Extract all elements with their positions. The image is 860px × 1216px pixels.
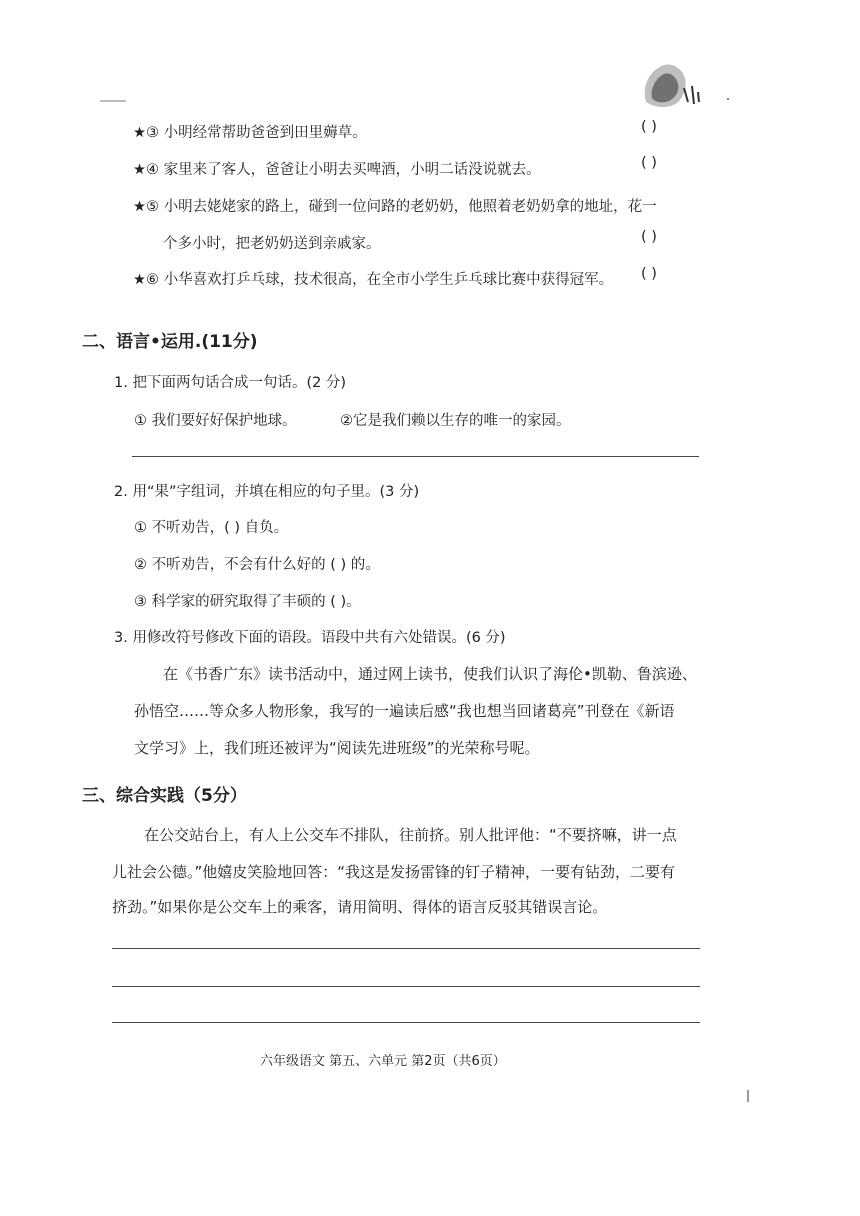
q3-prompt: 3. 用修改符号修改下面的语段。语段中共有六处错误。(6 分) xyxy=(114,630,506,646)
item-3-answer-blank[interactable]: ( ) xyxy=(641,119,657,135)
q3-paragraph-line-1: 在《书香广东》读书活动中，通过网上读书，使我们认识了海伦•凯勒、鲁滨逊、 xyxy=(163,665,697,683)
scan-speck xyxy=(100,100,126,102)
section-3-paragraph-line-1: 在公交站台上，有人上公交车不排队，往前挤。别人批评他：“不要挤嘛，讲一点 xyxy=(144,826,677,844)
q3-paragraph-line-2: 孙悟空……等众多人物形象，我写的一遍读后感“我也想当回诸葛亮”刊登在《新语 xyxy=(134,702,675,720)
section-3-answer-line-3[interactable] xyxy=(112,1022,700,1023)
q1-sentence-1: ① 我们要好好保护地球。 xyxy=(134,413,297,429)
q1-sentence-2: ②它是我们赖以生存的唯一的家园。 xyxy=(340,413,571,429)
item-5-text: ★⑤ 小明去姥姥家的路上，碰到一位问路的老奶奶，他照着老奶奶拿的地址，花一 xyxy=(133,199,657,215)
q3-paragraph-line-3: 文学习》上，我们班还被评为“阅读先进班级”的光荣称号呢。 xyxy=(134,739,540,757)
section-3-answer-line-2[interactable] xyxy=(112,986,700,987)
section-3-paragraph-line-2: 儿社会公德。”他嬉皮笑脸地回答：“我这是发扬雷锋的钉子精神，一要有钻劲，二要有 xyxy=(112,863,676,881)
item-4-text: ★④ 家里来了客人，爸爸让小明去买啤酒，小明二话没说就去。 xyxy=(133,162,541,178)
section-3-paragraph-line-3: 挤劲。”如果你是公交车上的乘客，请用简明、得体的语言反驳其错误言论。 xyxy=(112,898,608,916)
q2-item-3: ③ 科学家的研究取得了丰硕的 ( )。 xyxy=(134,594,361,610)
q1-prompt: 1. 把下面两句话合成一句话。(2 分) xyxy=(114,375,347,391)
item-4-answer-blank[interactable]: ( ) xyxy=(641,155,657,171)
q2-prompt: 2. 用“果”字组词，并填在相应的句子里。(3 分) xyxy=(114,484,420,500)
page-footer: 六年级语文 第五、六单元 第2页（共6页） xyxy=(260,1054,506,1069)
item-6-answer-blank[interactable]: ( ) xyxy=(641,266,657,282)
item-5-text-continued: 个多小时，把老奶奶送到亲戚家。 xyxy=(163,236,381,252)
q1-answer-line[interactable] xyxy=(132,456,699,457)
item-5-answer-blank[interactable]: ( ) xyxy=(641,229,657,245)
scan-artifact-image xyxy=(636,58,704,112)
section-3-answer-line-1[interactable] xyxy=(112,948,700,949)
scan-speck xyxy=(727,98,729,100)
section-3-heading: 三、综合实践（5分） xyxy=(82,786,247,806)
item-6-text: ★⑥ 小华喜欢打乒乓球，技术很高，在全市小学生乒乓球比赛中获得冠军。 xyxy=(133,272,614,288)
q2-item-2: ② 不听劝告，不会有什么好的 ( ) 的。 xyxy=(134,557,380,573)
section-2-heading: 二、语言•运用.(11分) xyxy=(82,332,258,352)
q2-item-1: ① 不听劝告，( ) 自负。 xyxy=(134,520,289,536)
item-3-text: ★③ 小明经常帮助爸爸到田里薅草。 xyxy=(133,125,367,141)
scan-edge-mark xyxy=(747,1090,749,1102)
